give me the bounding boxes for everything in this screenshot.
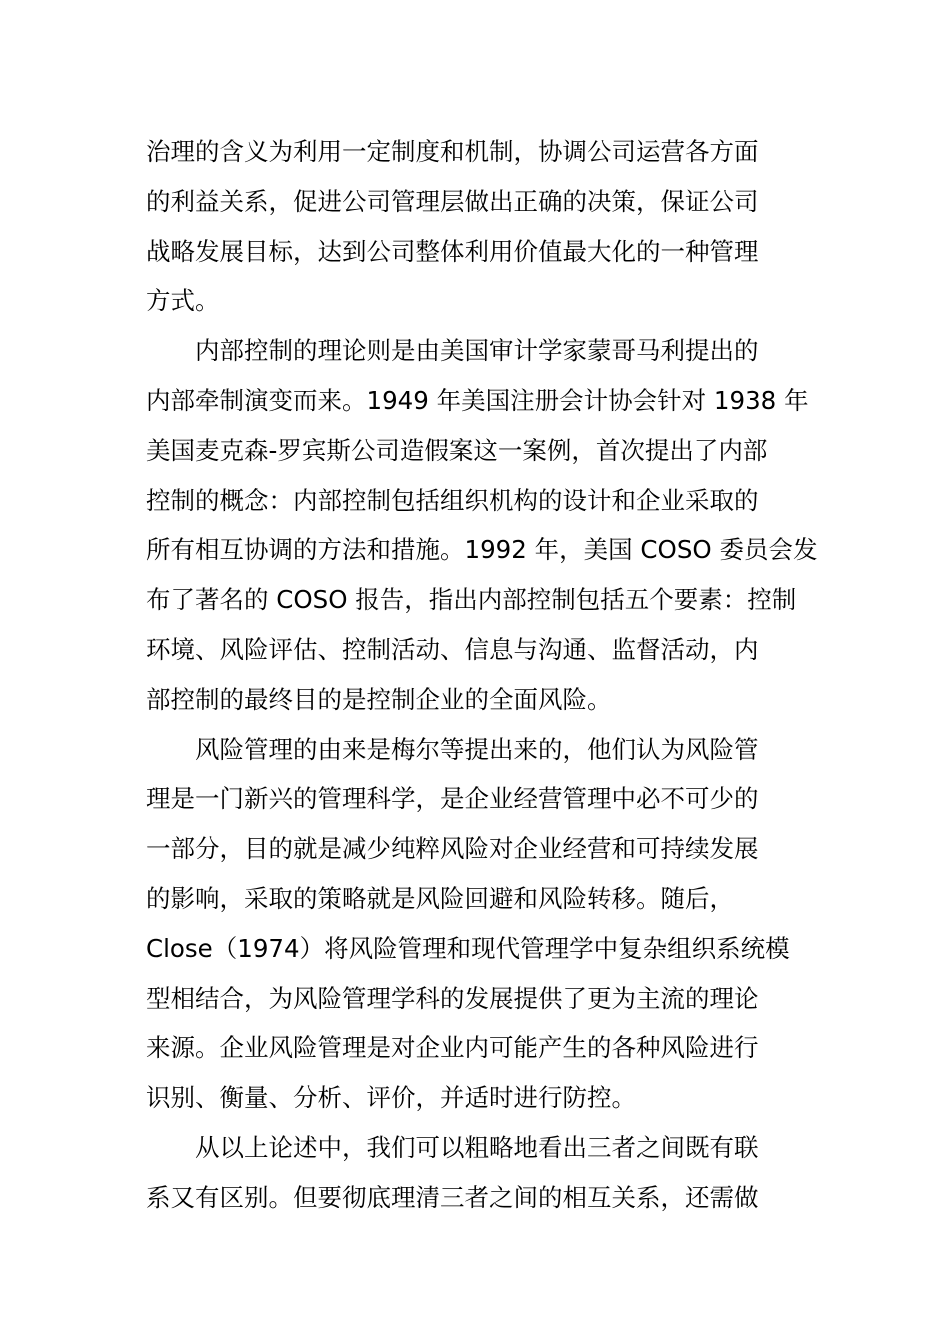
text-line: Close（1974）将风险管理和现代管理学中复杂组织系统模: [146, 933, 790, 963]
text-line: 来源。企业风险管理是对企业内可能产生的各种风险进行: [146, 1033, 759, 1063]
text-line: 环境、风险评估、控制活动、信息与沟通、监督活动，内: [146, 634, 759, 664]
body-text: [146, 127, 818, 1223]
text-line: 部控制的最终目的是控制企业的全面风险。: [146, 684, 612, 714]
text-line: 的利益关系，促进公司管理层做出正确的决策，保证公司: [146, 186, 759, 216]
text-line: 的影响，采取的策略就是风险回避和风险转移。随后，: [146, 883, 734, 913]
text-line: 战略发展目标，达到公司整体利用价值最大化的一种管理: [146, 236, 759, 266]
text-line: 一部分，目的就是减少纯粹风险对企业经营和可持续发展: [146, 834, 759, 864]
paragraph-risk-management: [146, 725, 811, 1123]
text-line: 所有相互协调的方法和措施。1992 年，美国 COSO 委员会发: [146, 535, 818, 565]
text-line: 布了著名的 COSO 报告，指出内部控制包括五个要素：控制: [146, 585, 797, 615]
text-line: 内部控制的理论则是由美国审计学家蒙哥马利提出的: [195, 336, 759, 366]
paragraph-internal-control: [146, 326, 818, 724]
text-line: 内部牵制演变而来。1949 年美国注册会计协会针对 1938 年: [146, 385, 809, 415]
text-line: 理是一门新兴的管理科学，是企业经营管理中必不可少的: [146, 784, 759, 814]
text-line: 系又有区别。但要彻底理清三者之间的相互关系，还需做: [146, 1182, 759, 1212]
paragraph-relationship: [146, 1123, 811, 1223]
text-line: 从以上论述中，我们可以粗略地看出三者之间既有联: [195, 1132, 759, 1162]
text-line: 控制的概念：内部控制包括组织机构的设计和企业采取的: [146, 485, 759, 515]
text-line: 治理的含义为利用一定制度和机制，协调公司运营各方面: [146, 137, 759, 166]
text-line: 识别、衡量、分析、评价，并适时进行防控。: [146, 1083, 636, 1113]
paragraph-governance-definition: [146, 127, 811, 326]
text-line: 方式。: [146, 286, 220, 316]
text-line: 美国麦克森-罗宾斯公司造假案这一案例，首次提出了内部: [146, 435, 768, 465]
text-line: 型相结合，为风险管理学科的发展提供了更为主流的理论: [146, 983, 759, 1013]
text-line: 风险管理的由来是梅尔等提出来的，他们认为风险管: [195, 734, 759, 764]
